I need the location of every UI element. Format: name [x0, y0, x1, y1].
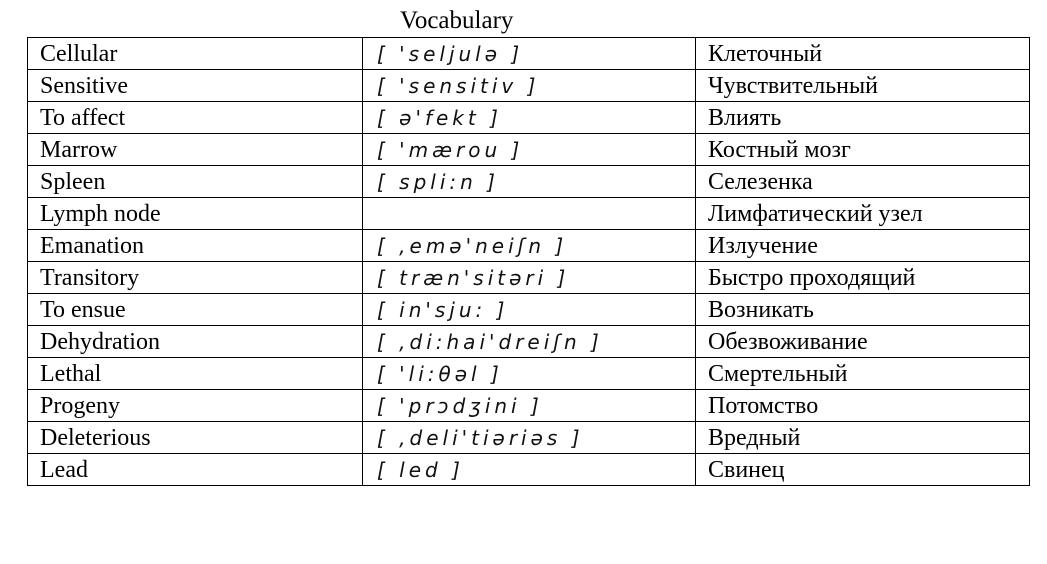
term-cell: Progeny: [28, 390, 363, 422]
pronunciation-cell: [ ə'fekt ]: [363, 102, 696, 134]
translation-cell: Лимфатический узел: [696, 198, 1030, 230]
pronunciation-cell: [ ,deli'tiəriəs ]: [363, 422, 696, 454]
pronunciation-cell: [ led ]: [363, 454, 696, 486]
term-cell: Deleterious: [28, 422, 363, 454]
term-cell: Lethal: [28, 358, 363, 390]
table-row: [28, 294, 1030, 326]
pronunciation-cell: [ ,di:hai'dreiʃn ]: [363, 326, 696, 358]
pronunciation-cell: [ træn'sitəri ]: [363, 262, 696, 294]
pronunciation-cell: [ 'li:θəl ]: [363, 358, 696, 390]
table-row: [28, 358, 1030, 390]
translation-cell: Обезвоживание: [696, 326, 1030, 358]
translation-cell: Излучение: [696, 230, 1030, 262]
term-cell: Transitory: [28, 262, 363, 294]
term-cell: Lymph node: [28, 198, 363, 230]
term-cell: Lead: [28, 454, 363, 486]
table-row: [28, 198, 1030, 230]
term-cell: Marrow: [28, 134, 363, 166]
translation-cell: Чувствительный: [696, 70, 1030, 102]
vocabulary-table-body: [28, 38, 1030, 486]
term-cell: Sensitive: [28, 70, 363, 102]
translation-cell: Потомство: [696, 390, 1030, 422]
term-cell: Emanation: [28, 230, 363, 262]
table-row: [28, 166, 1030, 198]
table-row: [28, 326, 1030, 358]
translation-cell: Костный мозг: [696, 134, 1030, 166]
translation-cell: Смертельный: [696, 358, 1030, 390]
pronunciation-cell: [ in'sju: ]: [363, 294, 696, 326]
table-row: [28, 454, 1030, 486]
term-cell: To affect: [28, 102, 363, 134]
term-cell: Dehydration: [28, 326, 363, 358]
table-row: [28, 230, 1030, 262]
translation-cell: Быстро проходящий: [696, 262, 1030, 294]
pronunciation-cell: [363, 198, 696, 230]
pronunciation-cell: [ 'prɔdʒini ]: [363, 390, 696, 422]
translation-cell: Вредный: [696, 422, 1030, 454]
table-row: [28, 134, 1030, 166]
table-row: [28, 262, 1030, 294]
term-cell: To ensue: [28, 294, 363, 326]
pronunciation-cell: [ spli:n ]: [363, 166, 696, 198]
translation-cell: Влиять: [696, 102, 1030, 134]
vocabulary-table: [27, 37, 1030, 486]
table-row: [28, 38, 1030, 70]
translation-cell: Селезенка: [696, 166, 1030, 198]
translation-cell: Свинец: [696, 454, 1030, 486]
page-title: Vocabulary: [400, 7, 514, 34]
pronunciation-cell: [ 'mærou ]: [363, 134, 696, 166]
table-row: [28, 102, 1030, 134]
pronunciation-cell: [ 'seljulə ]: [363, 38, 696, 70]
table-row: [28, 422, 1030, 454]
term-cell: Cellular: [28, 38, 363, 70]
term-cell: Spleen: [28, 166, 363, 198]
pronunciation-cell: [ ,emə'neiʃn ]: [363, 230, 696, 262]
translation-cell: Клеточный: [696, 38, 1030, 70]
pronunciation-cell: [ 'sensitiv ]: [363, 70, 696, 102]
table-row: [28, 390, 1030, 422]
table-row: [28, 70, 1030, 102]
translation-cell: Возникать: [696, 294, 1030, 326]
